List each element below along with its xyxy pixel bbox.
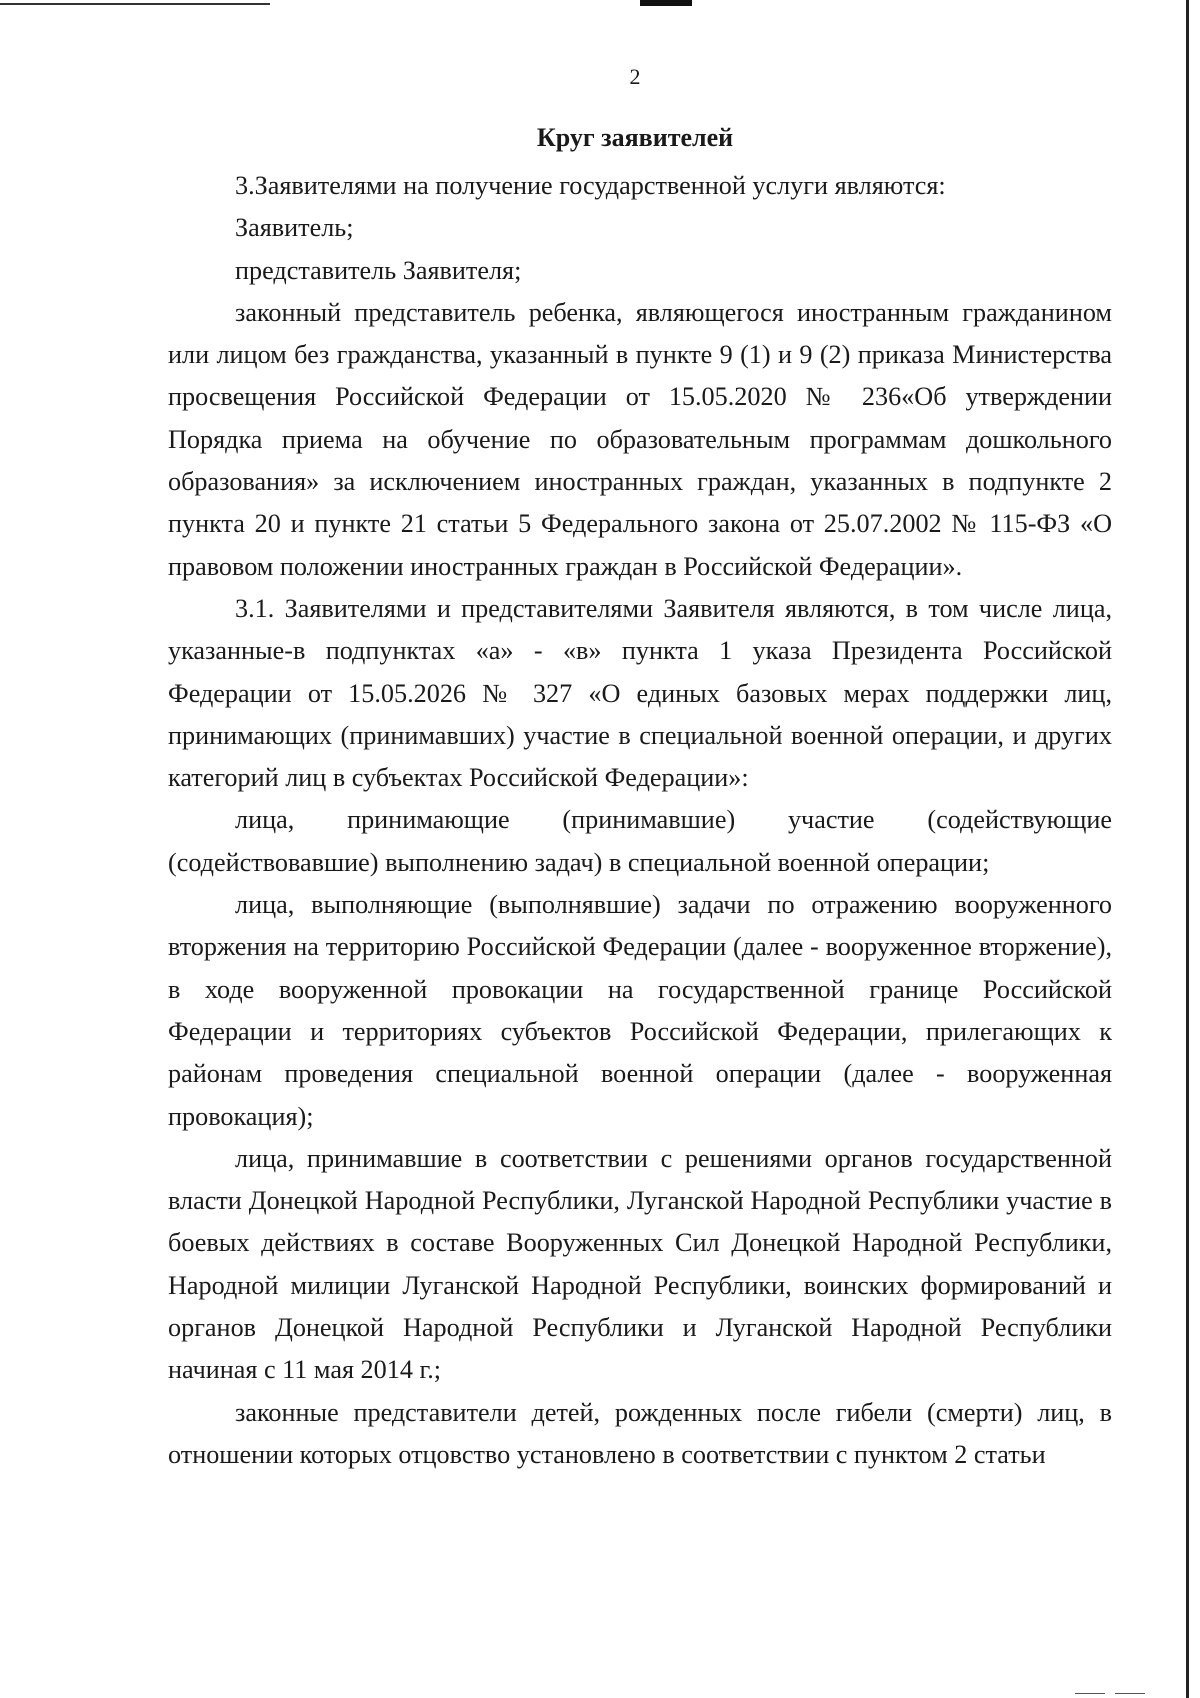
scan-edge-mark — [640, 0, 692, 6]
paragraph-3-1: 3.1. Заявителями и представителями Заявителя являются, в том числе лица, указанные-в подпунктах «а» - «в» пункта 1 указа Президента Российской Федерации от 15.05.2026 № 327 «О единых базовых мерах поддержки лиц, принимающих (принимавших) участие в специальной военной операции, и других категорий лиц в субъектах Российской Федерации»: — [168, 593, 1112, 793]
scan-edge-dash — [1115, 1693, 1145, 1694]
section-title: Круг заявителей — [536, 123, 734, 152]
paragraph-armed-invasion: лица, выполняющие (выполнявшие) задачи по отражению вооруженного вторжения на территорию Российской Федерации (далее - вооруженное вторжение), в ходе вооруженной провокации на государственной границе Российской Федерации и территориях субъектов Российской Федерации, прилегающих к районам проведения специальной военной операции (далее - вооруженная провокация); — [168, 890, 1112, 1131]
paragraph-dpr-lpr: лица, принимавшие в соответствии с решениями органов государственной власти Донецкой Народной Республики, Луганской Народной Республики участие в боевых действиях в составе Вооруженных Сил Донецкой Народной Республики, Народной милиции Луганской Народной Республики, воинских формирований и органов Донецкой Народной Республики и Луганской Народной Республики начиная с 11 мая 2014 г.; — [168, 1143, 1112, 1385]
paragraph-svo-participants: лица, принимающие (принимавшие) участие (содействующие (содействовавшие) выполнению задач) в специальной военной операции; — [168, 805, 1112, 877]
paragraph-legal-representatives-children: законные представители детей, рожденных после гибели (смерти) лиц, в отношении которых отцовство установлено в соответствии с пунктом 2 статьи — [168, 1397, 1112, 1469]
document-body — [168, 165, 1112, 1476]
scan-page-edge — [1186, 0, 1189, 1698]
paragraph-legal-representative: законный представитель ребенка, являющегося иностранным гражданином или лицом без гражданства, указанный в пункте 9 (1) и 9 (2) приказа Министерства просвещения Российской Федерации от 15.05.2020 № 236«Об утверждении Порядка приема на обучение по образовательным программам дошкольного образования» за исключением иностранных граждан, указанных в подпункте 2 пункта 20 и пункте 21 статьи 5 Федерального закона от 25.07.2002 № 115-ФЗ «О правовом положении иностранных граждан в Российской Федерации». — [168, 297, 1112, 581]
page-number: 2 — [629, 64, 641, 89]
paragraph-applicant-representative: представитель Заявителя; — [235, 255, 522, 285]
scan-edge-line — [0, 3, 270, 5]
scan-edge-dash — [1075, 1693, 1105, 1694]
paragraph-applicant: Заявитель; — [235, 213, 354, 243]
paragraph-applicants-intro: 3.Заявителями на получение государственной услуги являются: — [235, 171, 946, 200]
